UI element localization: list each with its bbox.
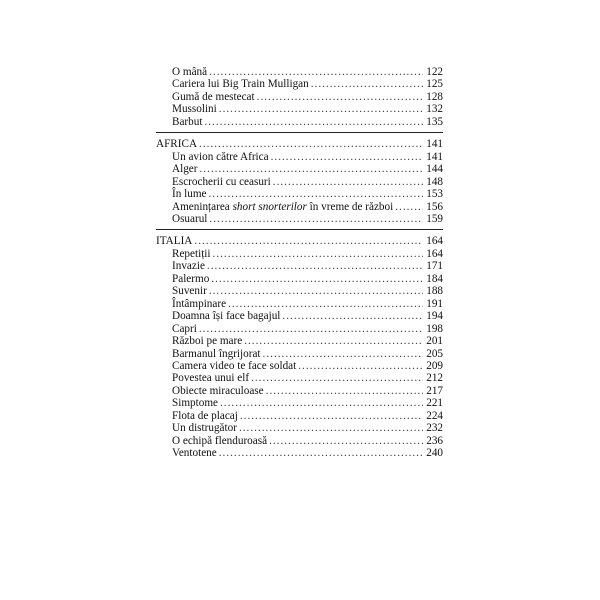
toc-entry-page: 125 xyxy=(426,78,443,91)
toc-entry-title: Escrocherii cu ceasuri xyxy=(172,175,271,188)
toc-entry-page: 164 xyxy=(426,247,443,260)
toc-section-italia xyxy=(156,235,443,459)
toc-entry-title: În lume xyxy=(172,188,207,201)
toc-entry-title: Barbut xyxy=(172,115,203,128)
dot-leader xyxy=(263,348,423,360)
toc-entry xyxy=(156,103,443,115)
toc-entry-title: Un distrugător xyxy=(172,422,237,435)
toc-entry xyxy=(156,310,443,322)
dot-leader xyxy=(199,138,423,150)
toc-entry-title: Camera video te face soldat xyxy=(172,359,297,372)
toc-entry-title: Cariera lui Big Train Mulligan xyxy=(172,78,309,91)
toc-entry-page: 212 xyxy=(426,372,443,385)
toc-entry-page: 191 xyxy=(426,297,443,310)
dot-leader xyxy=(219,447,423,459)
dot-leader xyxy=(298,360,423,372)
section-title: ITALIA xyxy=(156,235,193,248)
dot-leader xyxy=(207,260,423,272)
toc-entry xyxy=(156,176,443,188)
toc-entry xyxy=(156,273,443,285)
toc-entry-title: Barmanul îngrijorat xyxy=(172,347,261,360)
dot-leader xyxy=(213,248,423,260)
toc-entry xyxy=(156,91,443,103)
toc-entry-page: 221 xyxy=(426,397,443,410)
toc-entry-title: Mussolini xyxy=(172,103,217,116)
dot-leader xyxy=(199,323,423,335)
toc-entry-title: Gumă de mestecat xyxy=(172,90,255,103)
dot-leader xyxy=(266,385,423,397)
toc-entry-title: Război pe mare xyxy=(172,335,243,348)
toc-entry xyxy=(156,151,443,163)
dot-leader xyxy=(271,151,423,163)
toc-entry-page: 232 xyxy=(426,422,443,435)
toc-entry xyxy=(156,335,443,347)
toc-entry-page: 122 xyxy=(426,66,443,78)
toc-entry xyxy=(156,188,443,200)
toc-entry xyxy=(156,397,443,409)
toc-entry-page: 198 xyxy=(426,322,443,335)
toc-entry xyxy=(156,213,443,225)
toc-entry-page: 209 xyxy=(426,359,443,372)
toc-entry-title: Simptome xyxy=(172,397,218,410)
toc-entry-title: Capri xyxy=(172,322,197,335)
dot-leader xyxy=(211,273,423,285)
toc-entry xyxy=(156,372,443,384)
toc-entry xyxy=(156,385,443,397)
toc-entry-page: 156 xyxy=(426,200,443,213)
dot-leader xyxy=(228,298,423,310)
toc-entry-title: Repetiții xyxy=(172,247,211,260)
toc-entry-page: 194 xyxy=(426,310,443,323)
toc-entry-title: Un avion către Africa xyxy=(172,150,269,163)
toc-group-continued xyxy=(156,66,443,128)
toc-entry xyxy=(156,201,443,213)
dot-leader xyxy=(244,335,423,347)
toc-entry-title: Doamna își face bagajul xyxy=(172,310,281,323)
toc-entry-page: 135 xyxy=(426,115,443,128)
dot-leader xyxy=(311,78,423,90)
toc-entry-page: 128 xyxy=(426,90,443,103)
toc-entry-title: Întâmpinare xyxy=(172,297,227,310)
dot-leader xyxy=(204,116,423,128)
toc-entry-title: Obiecte miraculoase xyxy=(172,384,264,397)
toc-entry-page: 159 xyxy=(426,212,443,225)
toc-entry-page: 224 xyxy=(426,409,443,422)
toc-entry-title xyxy=(172,201,393,213)
toc-entry xyxy=(156,260,443,272)
toc-entry-page: 171 xyxy=(426,260,443,273)
toc-entry-title: Osuarul xyxy=(172,212,208,225)
toc-entry xyxy=(156,78,443,90)
dot-leader xyxy=(209,285,423,297)
toc-section-heading xyxy=(156,235,443,247)
title-italic-part: short snorterilor xyxy=(232,200,307,213)
toc-entry-page: 188 xyxy=(426,285,443,298)
toc-entry xyxy=(156,447,443,459)
dot-leader xyxy=(209,66,423,78)
section-title: AFRICA xyxy=(156,138,198,151)
toc-entry-page: 217 xyxy=(426,384,443,397)
dot-leader xyxy=(273,176,423,188)
section-divider xyxy=(156,229,443,230)
toc-entry xyxy=(156,348,443,360)
toc-entry xyxy=(156,435,443,447)
toc-entry xyxy=(156,163,443,175)
dot-leader xyxy=(240,410,423,422)
title-part: în vreme de război xyxy=(306,200,394,213)
toc-section-africa xyxy=(156,138,443,225)
toc-entry xyxy=(156,248,443,260)
section-divider xyxy=(156,132,443,133)
dot-leader xyxy=(282,310,423,322)
dot-leader xyxy=(220,397,423,409)
toc-entry-title: Povestea unui elf xyxy=(172,372,250,385)
toc-entry xyxy=(156,66,443,78)
dot-leader xyxy=(251,372,423,384)
toc-entry-page: 201 xyxy=(426,335,443,348)
toc-entry xyxy=(156,410,443,422)
toc-section-heading xyxy=(156,138,443,150)
dot-leader xyxy=(209,188,424,200)
toc-entry xyxy=(156,360,443,372)
toc-entry-page: 141 xyxy=(426,150,443,163)
toc-entry-title: O mână xyxy=(172,66,208,78)
toc-entry xyxy=(156,422,443,434)
dot-leader xyxy=(219,103,423,115)
toc-entry-page: 144 xyxy=(426,163,443,176)
toc-entry xyxy=(156,323,443,335)
section-page: 164 xyxy=(426,235,443,248)
dot-leader xyxy=(194,235,423,247)
toc-entry-title: Ventotene xyxy=(172,447,217,460)
dot-leader xyxy=(239,422,423,434)
dot-leader xyxy=(395,201,423,213)
toc-entry-title: Alger xyxy=(172,163,198,176)
toc-entry-title: Flota de placaj xyxy=(172,409,238,422)
toc-entry-page: 132 xyxy=(426,103,443,116)
toc-entry xyxy=(156,116,443,128)
title-part: Amenințarea xyxy=(172,200,233,213)
table-of-contents xyxy=(156,66,443,460)
toc-entry-title: Invazie xyxy=(172,260,205,273)
toc-entry-title: Suvenir xyxy=(172,285,207,298)
section-page: 141 xyxy=(426,138,443,151)
dot-leader xyxy=(269,435,423,447)
toc-entry-title: Palermo xyxy=(172,272,210,285)
dot-leader xyxy=(199,163,423,175)
toc-entry-page: 205 xyxy=(426,347,443,360)
dot-leader xyxy=(209,213,423,225)
toc-entry-page: 184 xyxy=(426,272,443,285)
toc-entry xyxy=(156,298,443,310)
toc-entry-page: 240 xyxy=(426,447,443,460)
toc-entry-title: O echipă flenduroasă xyxy=(172,434,268,447)
toc-entry xyxy=(156,285,443,297)
toc-entry-page: 236 xyxy=(426,434,443,447)
toc-entry-page: 148 xyxy=(426,175,443,188)
dot-leader xyxy=(257,91,423,103)
toc-entry-page: 153 xyxy=(426,188,443,201)
